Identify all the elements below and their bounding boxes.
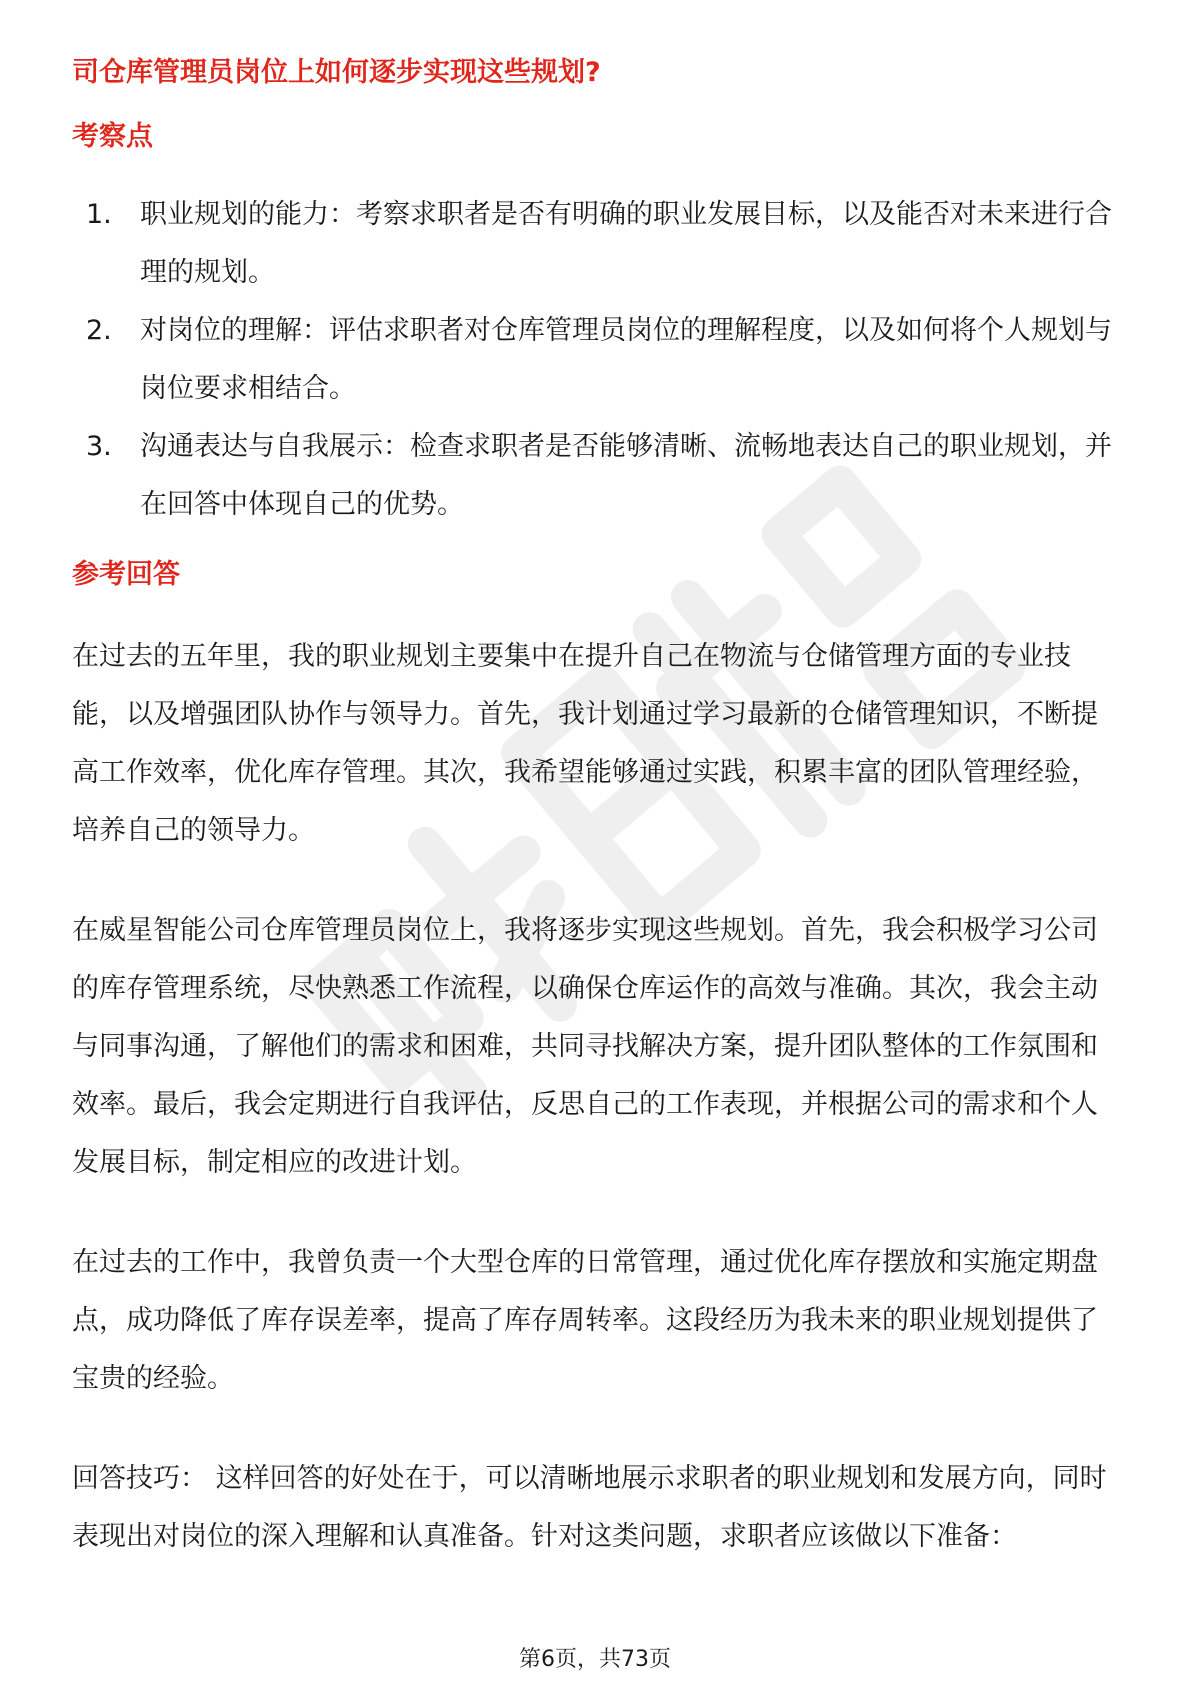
reference-answer bbox=[72, 628, 1122, 1566]
list-item-number: 1. bbox=[86, 199, 112, 230]
page-title: 司仓库管理员岗位上如何逐步实现这些规划? bbox=[72, 57, 601, 88]
answer-tips-paragraph: 回答技巧： 这样回答的好处在于，可以清晰地展示求职者的职业规划和发展方向，同时表现出对岗位的深入理解和认真准备。针对这类问题，求职者应该做以下准备： bbox=[72, 1463, 1107, 1552]
reference-answer-heading: 参考回答 bbox=[72, 559, 180, 590]
answer-paragraph: 在过去的工作中，我曾负责一个大型仓库的日常管理，通过优化库存摆放和实施定期盘点，成功降低了库存误差率，提高了库存周转率。这段经历为我未来的职业规划提供了宝贵的经验。 bbox=[72, 1247, 1098, 1394]
list-item bbox=[72, 186, 1122, 302]
document-page bbox=[72, 50, 1122, 1566]
exam-points-list bbox=[72, 186, 1122, 534]
list-item-number: 2. bbox=[86, 315, 112, 346]
list-item-text: 职业规划的能力：考察求职者是否有明确的职业发展目标，以及能否对未来进行合理的规划。 bbox=[140, 199, 1112, 288]
list-item-number: 3. bbox=[86, 431, 112, 462]
list-item bbox=[72, 418, 1122, 534]
exam-points-heading: 考察点 bbox=[72, 121, 153, 152]
list-item bbox=[72, 302, 1122, 418]
answer-paragraph: 在威星智能公司仓库管理员岗位上，我将逐步实现这些规划。首先，我会积极学习公司的库存管理系统，尽快熟悉工作流程，以确保仓库运作的高效与准确。其次，我会主动与同事沟通，了解他们的需求和困难，共同寻找解决方案，提升团队整体的工作氛围和效率。最后，我会定期进行自我评估，反思自己的工作表现，并根据公司的需求和个人发展目标，制定相应的改进计划。 bbox=[72, 915, 1098, 1178]
page-number-footer: 第6页，共73页 bbox=[519, 1647, 671, 1672]
list-item-text: 沟通表达与自我展示：检查求职者是否能够清晰、流畅地表达自己的职业规划，并在回答中体现自己的优势。 bbox=[140, 431, 1112, 520]
list-item-text: 对岗位的理解：评估求职者对仓库管理员岗位的理解程度，以及如何将个人规划与岗位要求相结合。 bbox=[140, 315, 1112, 404]
answer-paragraph: 在过去的五年里，我的职业规划主要集中在提升自己在物流与仓储管理方面的专业技能，以及增强团队协作与领导力。首先，我计划通过学习最新的仓储管理知识，不断提高工作效率，优化库存管理。其次，我希望能够通过实践，积累丰富的团队管理经验，培养自己的领导力。 bbox=[72, 641, 1098, 846]
